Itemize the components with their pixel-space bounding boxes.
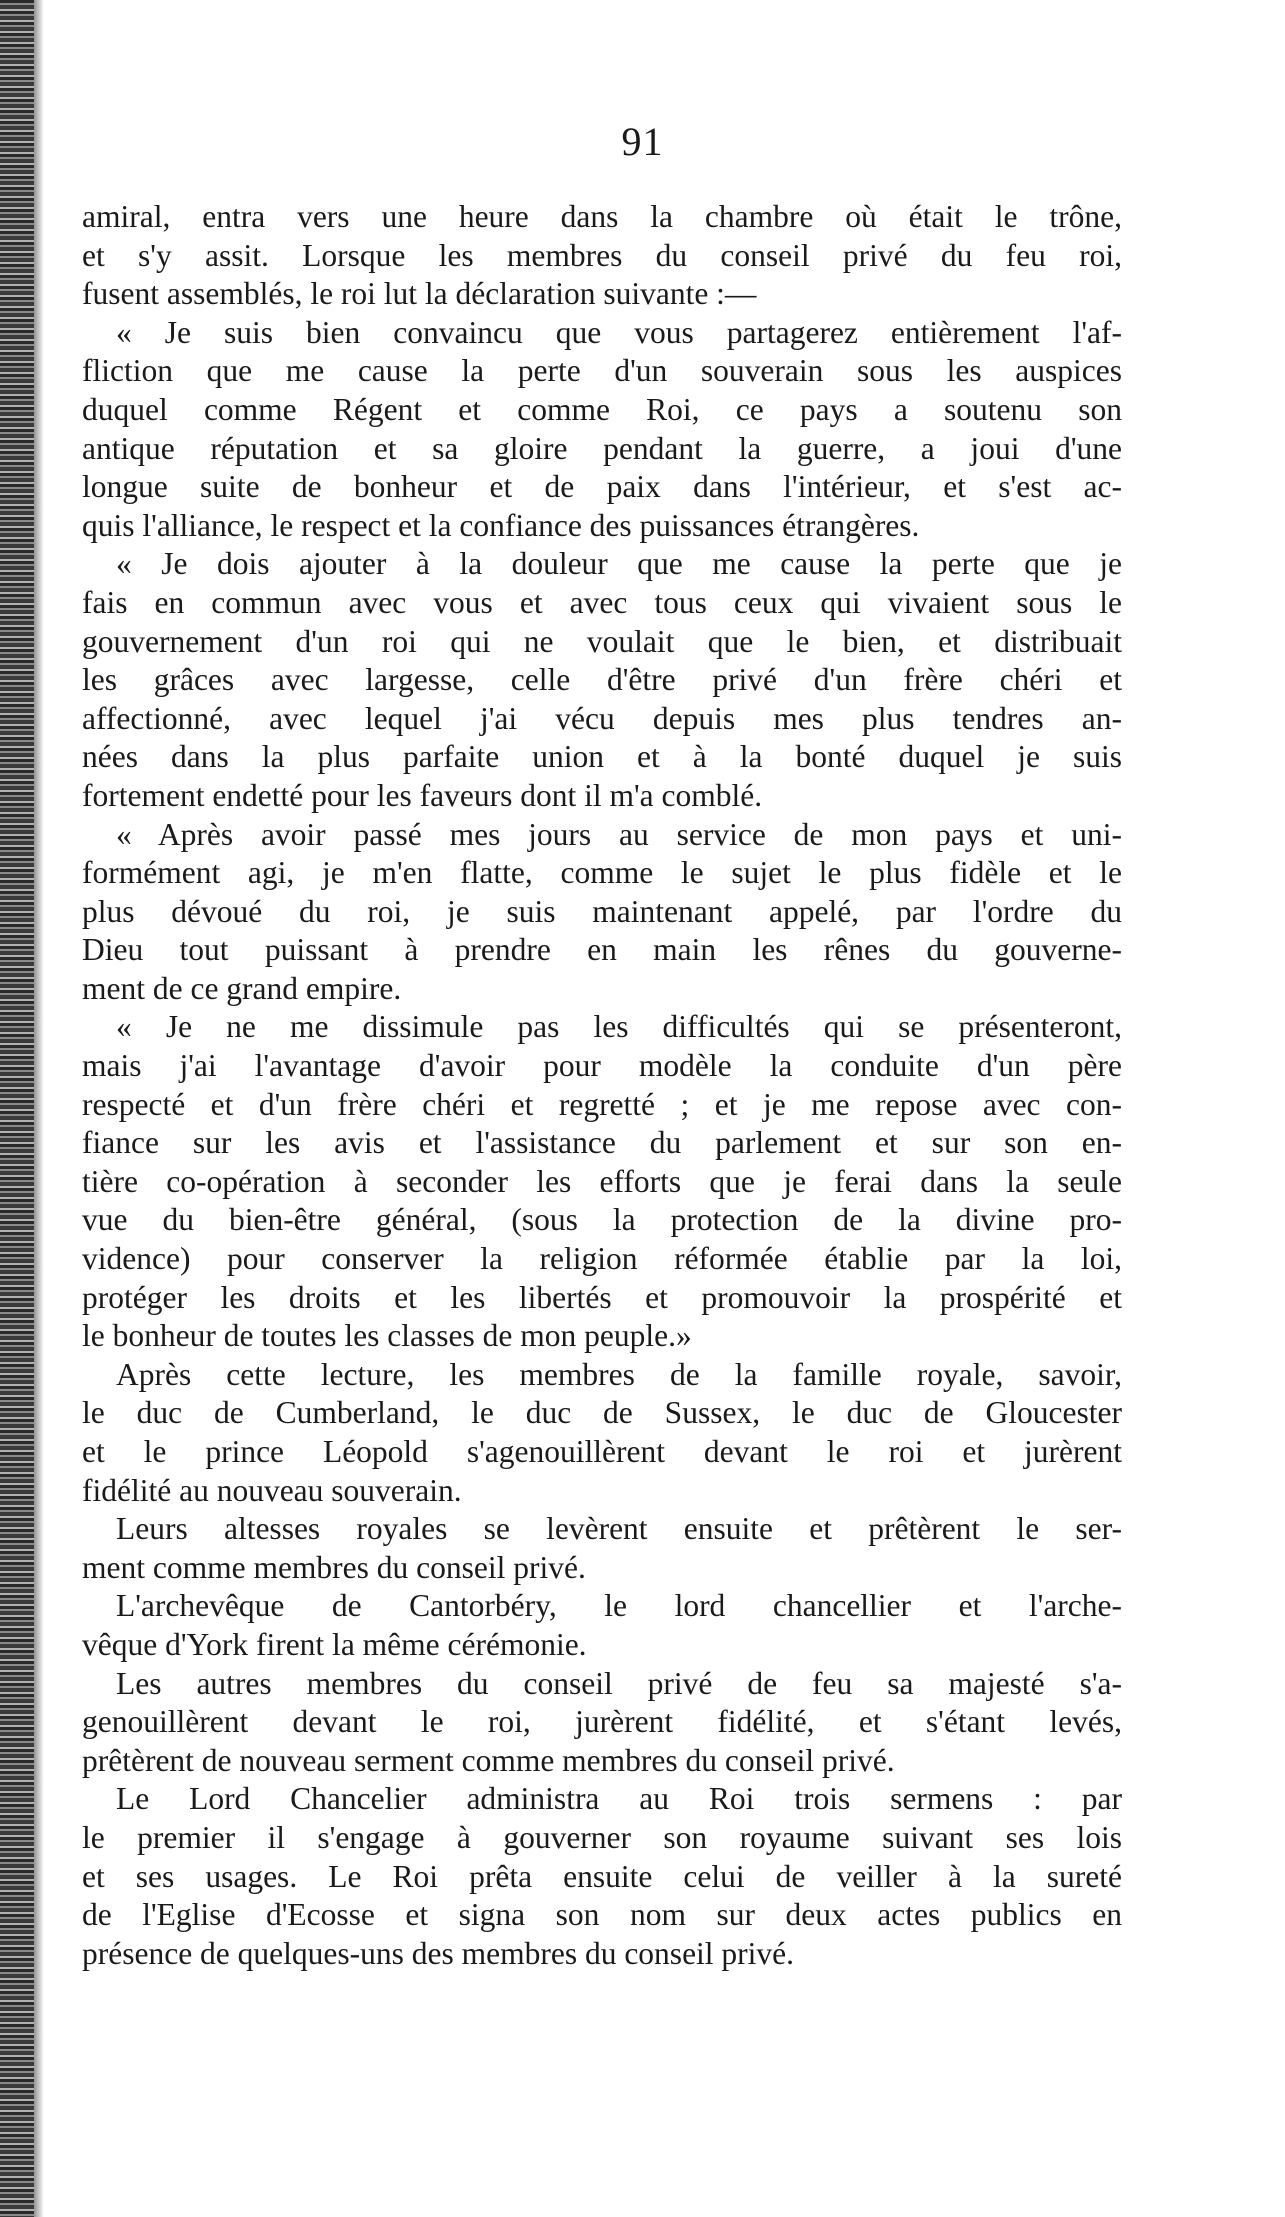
text-line: plus dévoué du roi, je suis maintenant appelé, par l'ordre du	[82, 893, 1122, 929]
text-line: vidence) pour conserver la religion réformée établie par la loi,	[82, 1241, 1122, 1277]
paragraph	[82, 1510, 1122, 1587]
book-binding-edge	[0, 0, 34, 2217]
text-line: de l'Eglise d'Ecosse et signa son nom sur deux actes publics en	[82, 1897, 1122, 1933]
text-line: quis l'alliance, le respect et la confiance des puissances étrangères.	[82, 507, 920, 543]
text-line: vêque d'York firent la même cérémonie.	[82, 1626, 587, 1662]
text-line: le bonheur de toutes les classes de mon peuple.»	[82, 1318, 692, 1354]
text-line: antique réputation et sa gloire pendant la guerre, a joui d'une	[82, 430, 1122, 466]
text-line: mais j'ai l'avantage d'avoir pour modèle la conduite d'un père	[82, 1048, 1122, 1084]
text-line: gouvernement d'un roi qui ne voulait que le bien, et distribuait	[82, 623, 1122, 659]
text-line: fusent assemblés, le roi lut la déclaration suivante :—	[82, 276, 757, 312]
text-line: fiance sur les avis et l'assistance du parlement et sur son en-	[82, 1125, 1122, 1161]
text-line: tière co-opération à seconder les efforts que je ferai dans la seule	[82, 1163, 1122, 1199]
text-line: et s'y assit. Lorsque les membres du conseil privé du feu roi,	[82, 237, 1122, 273]
paragraph	[82, 1780, 1122, 1973]
paragraph	[82, 816, 1122, 1009]
text-line: formément agi, je m'en flatte, comme le sujet le plus fidèle et le	[82, 855, 1122, 891]
paragraph	[82, 1587, 1122, 1664]
text-line: ment comme membres du conseil privé.	[82, 1549, 586, 1585]
text-line: le premier il s'engage à gouverner son royaume suivant ses lois	[82, 1819, 1122, 1855]
text-line: Le Lord Chancelier administra au Roi trois sermens : par	[116, 1781, 1122, 1817]
text-line: les grâces avec largesse, celle d'être privé d'un frère chéri et	[82, 662, 1122, 698]
text-line: protéger les droits et les libertés et promouvoir la prospérité et	[82, 1279, 1122, 1315]
paragraph	[82, 1356, 1122, 1510]
text-line: fidélité au nouveau souverain.	[82, 1472, 462, 1508]
text-line: et ses usages. Le Roi prêta ensuite celui de veiller à la sureté	[82, 1858, 1122, 1894]
text-line: nées dans la plus parfaite union et à la bonté duquel je suis	[82, 739, 1122, 775]
page-text	[82, 198, 1122, 1973]
text-line: le duc de Cumberland, le duc de Sussex, le duc de Gloucester	[82, 1395, 1122, 1431]
paragraph	[82, 1008, 1122, 1355]
binding-shadow	[34, 0, 44, 2217]
text-line: fortement endetté pour les faveurs dont il m'a comblé.	[82, 777, 763, 813]
text-line: amiral, entra vers une heure dans la chambre où était le trône,	[82, 199, 1122, 234]
text-line: Après cette lecture, les membres de la famille royale, savoir,	[116, 1356, 1122, 1392]
text-line: fliction que me cause la perte d'un souverain sous les auspices	[82, 353, 1122, 389]
text-line: longue suite de bonheur et de paix dans l'intérieur, et s'est ac-	[82, 469, 1122, 505]
text-line: prêtèrent de nouveau serment comme membres du conseil privé.	[82, 1742, 895, 1778]
page-number: 91	[621, 119, 664, 164]
text-line: L'archevêque de Cantorbéry, le lord chancellier et l'arche-	[116, 1588, 1122, 1624]
text-line: « Je suis bien convaincu que vous partagerez entièrement l'af-	[116, 314, 1122, 350]
text-line: genouillèrent devant le roi, jurèrent fidélité, et s'étant levés,	[82, 1704, 1122, 1740]
text-line: et le prince Léopold s'agenouillèrent devant le roi et jurèrent	[82, 1434, 1122, 1469]
text-line: respecté et d'un frère chéri et regretté ; et je me repose avec con-	[82, 1086, 1122, 1122]
text-line: vue du bien-être général, (sous la protection de la divine pro-	[82, 1202, 1122, 1238]
text-line: Leurs altesses royales se levèrent ensuite et prêtèrent le ser-	[116, 1511, 1122, 1547]
text-line: Dieu tout puissant à prendre en main les rênes du gouverne-	[82, 932, 1122, 968]
text-line: présence de quelques-uns des membres du conseil privé.	[82, 1935, 795, 1971]
paragraph	[82, 314, 1122, 546]
text-line: « Je dois ajouter à la douleur que me cause la perte que je	[116, 546, 1122, 582]
text-line: fais en commun avec vous et avec tous ceux qui vivaient sous le	[82, 584, 1122, 620]
text-line: ment de ce grand empire.	[82, 970, 402, 1006]
text-line: duquel comme Régent et comme Roi, ce pays a soutenu son	[82, 391, 1122, 427]
paragraph	[82, 545, 1122, 815]
text-line: « Je ne me dissimule pas les difficultés qui se présenteront,	[116, 1009, 1122, 1045]
text-line: Les autres membres du conseil privé de feu sa majesté s'a-	[116, 1665, 1122, 1701]
paragraph	[82, 198, 1122, 314]
paragraph	[82, 1665, 1122, 1781]
text-line: affectionné, avec lequel j'ai vécu depuis mes plus tendres an-	[82, 700, 1122, 736]
text-line: « Après avoir passé mes jours au service de mon pays et uni-	[116, 816, 1122, 852]
